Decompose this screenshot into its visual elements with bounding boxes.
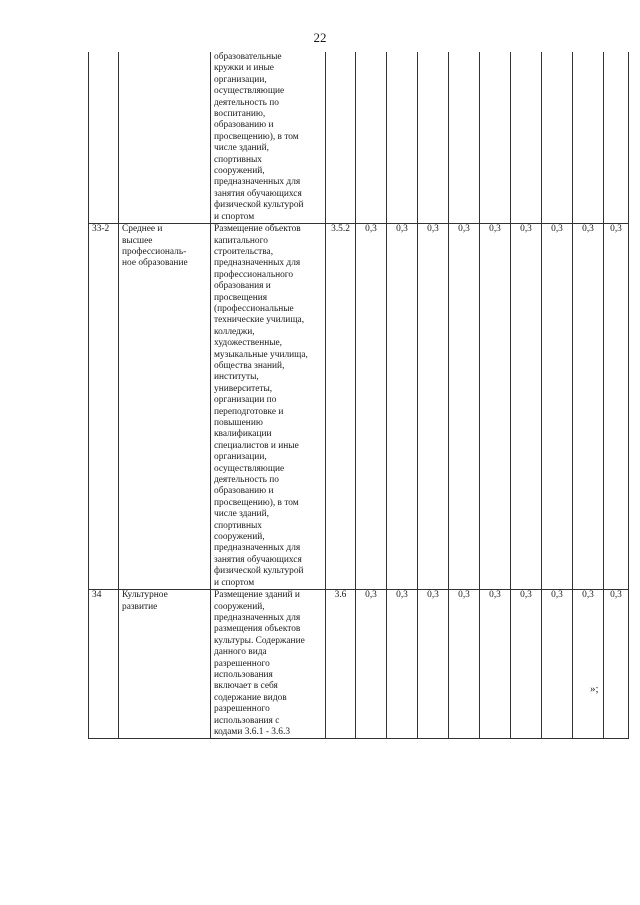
row-description: образовательные кружки и иные организации, осуществляющие деятельность по воспитанию, образованию и просвещению), в том числе зданий, спортивных сооружений, предназначенных для занятия обучающихся физической культурой и спортом xyxy=(211,52,326,224)
closing-quote: »; xyxy=(590,683,599,695)
row-description: Размещение зданий и сооружений, предназначенных для размещения объектов культуры. Содержание данного вида разрешенного использования включает в себя содержание видов разрешенного использования с кодами 3.6.1 - 3.6.3 xyxy=(211,590,326,739)
row-name: Культурное развитие xyxy=(119,590,211,739)
value-cell: 0,3 xyxy=(418,224,449,590)
row-number xyxy=(89,52,119,224)
table-row xyxy=(89,224,629,590)
value-cell xyxy=(573,52,604,224)
row-code xyxy=(326,52,356,224)
value-cell: 0,3 xyxy=(449,224,480,590)
row-name xyxy=(119,52,211,224)
value-cell: 0,3 xyxy=(480,590,511,739)
page-number: 22 xyxy=(313,30,327,45)
row-code: 3.5.2 xyxy=(326,224,356,590)
value-cell: 0,3 xyxy=(449,590,480,739)
value-cell: 0,3 xyxy=(573,590,604,739)
value-cell xyxy=(356,52,387,224)
table-row xyxy=(89,52,629,224)
value-cell: 0,3 xyxy=(356,590,387,739)
value-cell: 0,3 xyxy=(604,590,629,739)
row-description: Размещение объектов капитального строительства, предназначенных для профессионального образования и просвещения (профессиональные технические училища, колледжи, художественные, музыкальные училища, общества знаний, институты, университеты, организации по переподготовке и повышению квалификации специалистов и иные организации, осуществляющие деятельность по образованию и просвещению), в том числе зданий, спортивных сооружений, предназначенных для занятия обучающихся физической культурой и спортом xyxy=(211,224,326,590)
value-cell: 0,3 xyxy=(511,590,542,739)
value-cell: 0,3 xyxy=(542,224,573,590)
value-cell xyxy=(480,52,511,224)
row-number: 33-2 xyxy=(89,224,119,590)
value-cell: 0,3 xyxy=(356,224,387,590)
value-cell: 0,3 xyxy=(387,224,418,590)
value-cell xyxy=(604,52,629,224)
value-cell: 0,3 xyxy=(542,590,573,739)
row-name: Среднее и высшее профессиональ- ное образование xyxy=(119,224,211,590)
value-cell: 0,3 xyxy=(418,590,449,739)
value-cell: 0,3 xyxy=(573,224,604,590)
value-cell: 0,3 xyxy=(387,590,418,739)
value-cell xyxy=(542,52,573,224)
value-cell xyxy=(387,52,418,224)
table-row xyxy=(89,590,629,739)
value-cell: 0,3 xyxy=(511,224,542,590)
zoning-table xyxy=(88,52,629,739)
value-cell xyxy=(449,52,480,224)
row-code: 3.6 xyxy=(326,590,356,739)
row-number: 34 xyxy=(89,590,119,739)
value-cell xyxy=(511,52,542,224)
value-cell xyxy=(418,52,449,224)
value-cell: 0,3 xyxy=(480,224,511,590)
value-cell: 0,3 xyxy=(604,224,629,590)
